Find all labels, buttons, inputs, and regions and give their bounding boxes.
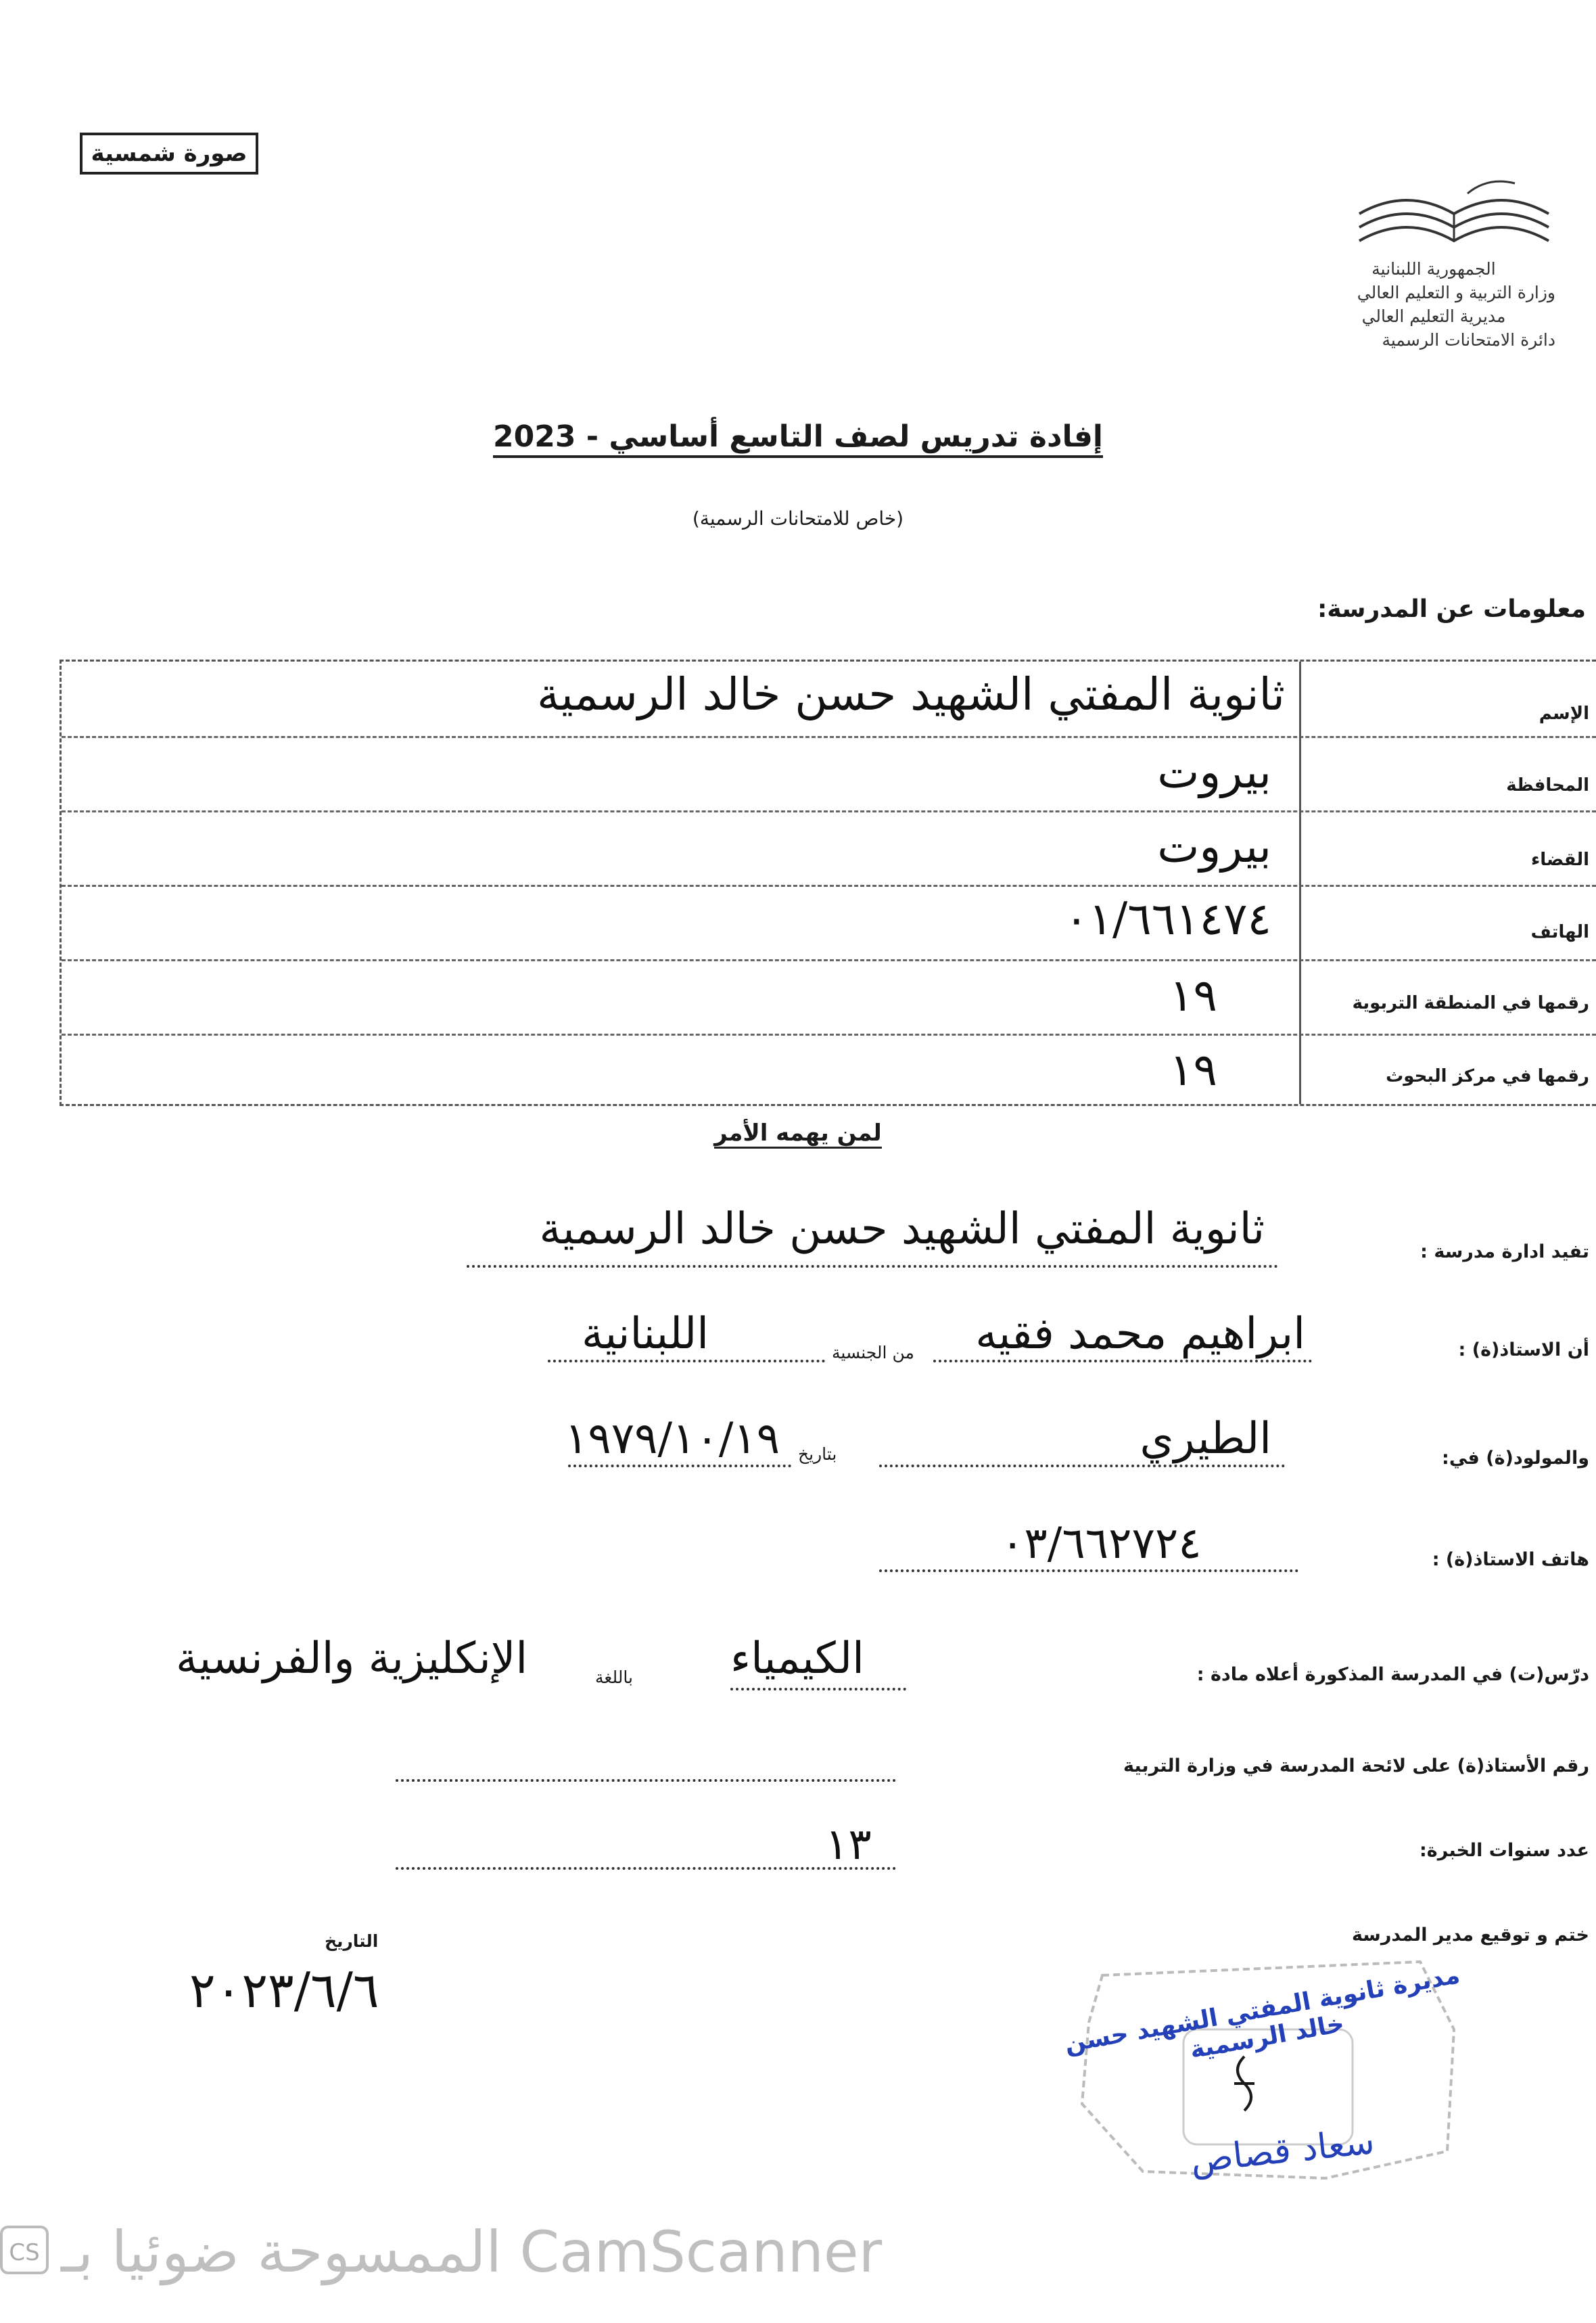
born-line: [879, 1465, 1285, 1467]
language-label: باللغة: [595, 1668, 633, 1687]
signature-date-label: التاريخ: [325, 1931, 379, 1951]
camscanner-logo-icon: CS: [0, 2226, 49, 2274]
experience-label: عدد سنوات الخبرة:: [1419, 1840, 1589, 1861]
table-divider: [62, 1034, 1596, 1036]
table-value-governorate: بيروت: [1157, 746, 1271, 798]
table-divider: [62, 810, 1596, 812]
table-label-region-number: رقمها في المنطقة التربوية: [1352, 993, 1589, 1013]
table-value-research-number: ١٩: [1169, 1044, 1217, 1096]
table-value-district: بيروت: [1157, 821, 1271, 873]
signature-date-value: ٢٠٢٣/٦/٦: [189, 1962, 379, 2019]
document-title: إفادة تدريس لصف التاسع أساسي - 2023: [493, 419, 1103, 458]
camscanner-text: CamScanner الممسوحة ضوئيا بـ: [61, 2219, 883, 2285]
table-divider: [62, 736, 1596, 738]
ministry-line-3: مديرية التعليم العالي: [1361, 306, 1506, 326]
ministry-number-line: [396, 1779, 896, 1782]
teacher-label: أن الاستاذ(ة) :: [1458, 1339, 1589, 1360]
nationality-value: اللبنانية: [582, 1309, 709, 1359]
experience-line: [396, 1867, 896, 1870]
teaches-label: درّس(ت) في المدرسة المذكورة أعلاه مادة :: [1196, 1664, 1589, 1685]
subject-line: [730, 1688, 906, 1690]
teacher-value: ابراهيم محمد فقيه: [975, 1309, 1305, 1359]
document-title-wrap: [0, 419, 1596, 454]
table-divider: [62, 885, 1596, 887]
born-label: والمولود(ة) في:: [1442, 1448, 1589, 1469]
table-divider: [62, 959, 1596, 961]
ministry-header: [1312, 257, 1555, 352]
teacher-line: [933, 1360, 1312, 1362]
to-whom-heading: لمن يهمه الأمر: [714, 1120, 882, 1149]
table-value-region-number: ١٩: [1169, 969, 1217, 1021]
table-label-phone: الهاتف: [1530, 922, 1589, 942]
nationality-label: من الجنسية: [832, 1343, 914, 1362]
date-value: ١٩٧٩/١٠/١٩: [565, 1414, 780, 1464]
born-value: الطيري: [1140, 1414, 1271, 1464]
experience-value: ١٣: [825, 1820, 872, 1870]
nationality-line: [548, 1360, 825, 1362]
school-info-table: [60, 660, 1596, 1106]
document-subtitle: (خاص للامتحانات الرسمية): [692, 507, 904, 530]
teacher-phone-value: ٠٣/٦٦٢٧٢٤: [1001, 1519, 1202, 1569]
table-label-district: القضاء: [1530, 850, 1589, 870]
table-value-name: ثانوية المفتي الشهيد حسن خالد الرسمية: [536, 668, 1285, 720]
table-label-research-number: رقمها في مركز البحوث: [1386, 1066, 1589, 1086]
teacher-phone-label: هاتف الاستاذ(ة) :: [1432, 1549, 1589, 1570]
table-column-divider: [1299, 662, 1301, 1104]
date-label: بتاريخ: [798, 1444, 837, 1464]
stamp-text: مديرة ثانوية المفتي الشهيد حسن خالد الرسمية: [1062, 1961, 1462, 2065]
table-label-governorate: المحافظة: [1506, 775, 1589, 796]
school-admin-value: ثانوية المفتي الشهيد حسن خالد الرسمية: [539, 1204, 1265, 1254]
principal-signature-label: ختم و توقيع مدير المدرسة: [1351, 1925, 1589, 1946]
language-value: الإنكليزية والفرنسية: [176, 1634, 528, 1684]
date-line: [568, 1465, 791, 1467]
photo-badge: صورة شمسية: [80, 133, 258, 175]
to-whom-heading-wrap: [0, 1120, 1596, 1147]
ministry-book-logo: [1353, 173, 1555, 248]
ministry-number-label: رقم الأستاذ(ة) على لائحة المدرسة في وزارة التربية: [1123, 1755, 1589, 1776]
school-admin-line: [467, 1265, 1278, 1268]
principal-name: سعاد قصاص: [1188, 2121, 1377, 2182]
ministry-line-2: وزارة التربية و التعليم العالي: [1357, 283, 1555, 302]
teacher-phone-line: [879, 1569, 1298, 1572]
table-label-name: الإسم: [1539, 704, 1589, 724]
subject-value: الكيمياء: [730, 1634, 864, 1684]
table-value-phone: ٠١/٦٦١٤٧٤: [1064, 893, 1271, 945]
ministry-line-1: الجمهورية اللبنانية: [1371, 259, 1496, 279]
ministry-line-4: دائرة الامتحانات الرسمية: [1382, 330, 1555, 350]
school-section-title: معلومات عن المدرسة:: [1317, 595, 1586, 623]
school-admin-label: تفيد ادارة مدرسة :: [1420, 1241, 1589, 1262]
